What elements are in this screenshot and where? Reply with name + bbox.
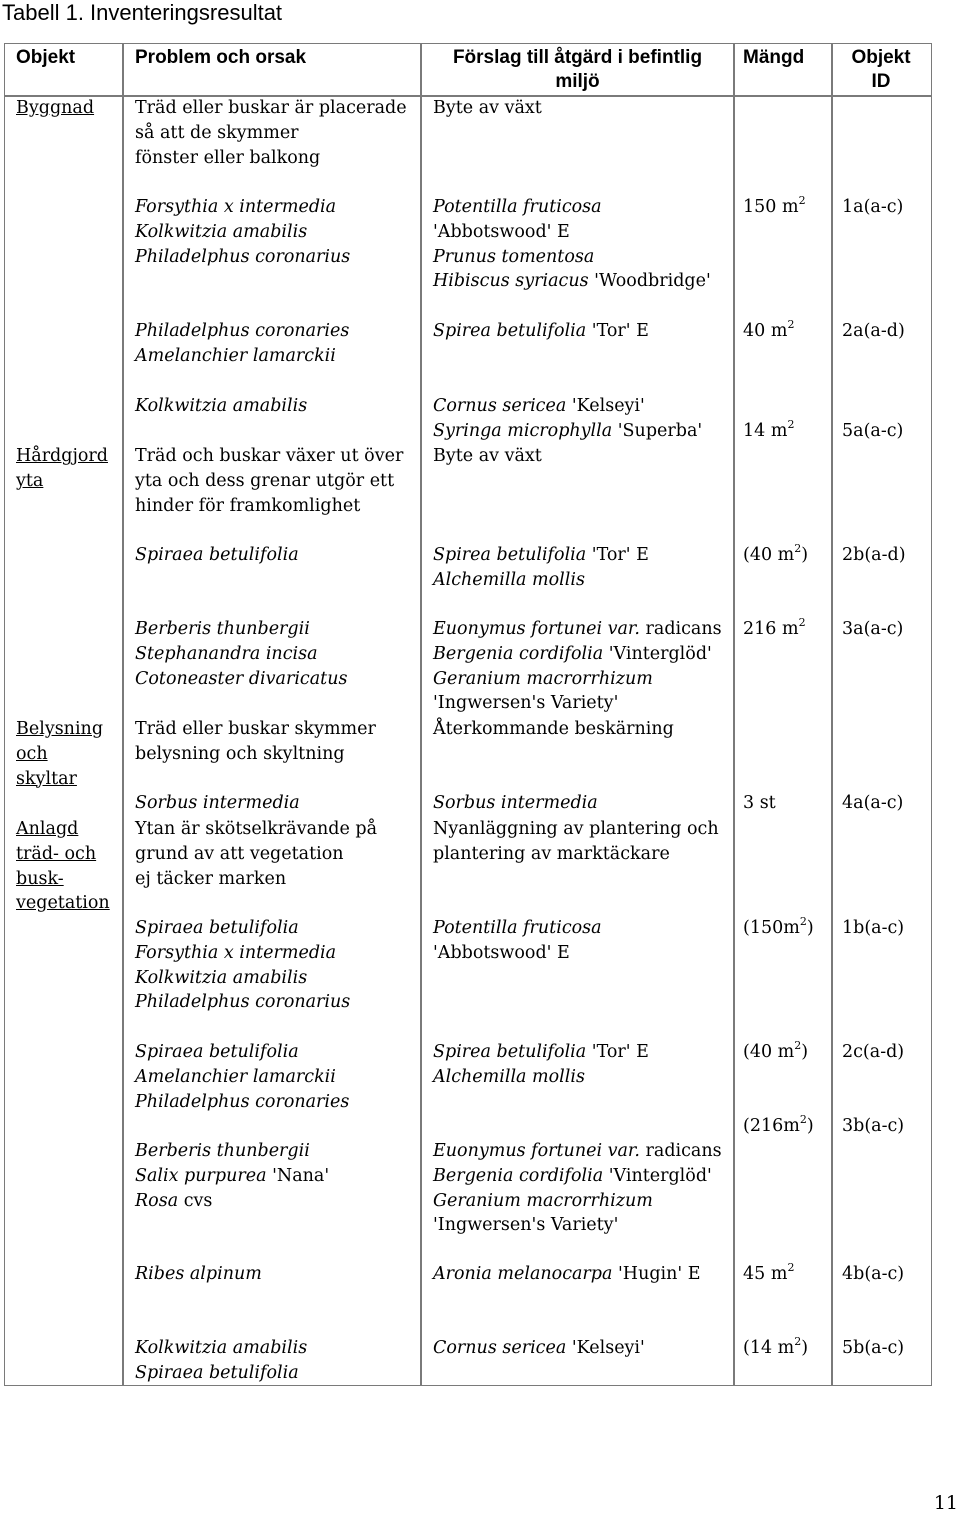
r9-action: Euonymus fortunei var. radicans Bergenia cordifolia 'Vinterglöd' Geranium macrorrhizum 'Ingwersen's Variety'	[433, 1141, 722, 1236]
header-objekt-id: Objekt ID	[851, 47, 911, 92]
r1-id: 1a(a-c)	[842, 197, 904, 217]
r4-action: Spirea betulifolia 'Tor' E Alchemilla mollis	[433, 545, 649, 590]
anlagd-problem: Ytan är skötselkrävande på grund av att vegetation ej täcker marken	[135, 819, 378, 889]
r4-species: Spiraea betulifolia	[135, 545, 299, 565]
r2-amount: 40 $m^2$	[743, 318, 795, 341]
r7-id: 1b(a-c)	[842, 918, 905, 938]
header-forslag: Förslag till åtgärd i befintlig miljö	[452, 47, 703, 92]
r5-action: Euonymus fortunei var. radicans Bergenia cordifolia 'Vinterglöd' Geranium macrorrhizum 'Ingwersen's Variety'	[433, 619, 722, 714]
r10-id: 4b(a-c)	[842, 1264, 905, 1284]
header-problem: Problem och orsak	[135, 47, 307, 68]
r5-id: 3a(a-c)	[842, 619, 904, 639]
r3-action: Cornus sericea 'Kelseyi' Syringa microphylla 'Superba'	[433, 396, 703, 441]
r5-species: Berberis thunbergii Stephanandra incisa Cotoneaster divaricatus	[135, 619, 348, 689]
r3-id: 5a(a-c)	[842, 421, 904, 441]
r3-amount: 14 $m^2$	[743, 418, 795, 441]
r3-species: Kolkwitzia amabilis	[135, 396, 308, 416]
column-divider	[420, 43, 422, 1386]
r11-species: Kolkwitzia amabilis Spiraea betulifolia	[135, 1338, 308, 1383]
r1-species: Forsythia x intermedia Kolkwitzia amabilis Philadelphus coronarius	[135, 197, 351, 267]
r6-amount: 3 st	[743, 793, 776, 813]
r11-action: Cornus sericea 'Kelseyi'	[433, 1338, 645, 1358]
r5-amount: 216 $m^2$	[743, 616, 806, 639]
byggnad-action: Byte av växt	[433, 98, 542, 118]
category-anlagd-vegetation: Anlagd träd- och busk- vegetation	[16, 819, 110, 914]
r2-species: Philadelphus coronaries Amelanchier lamarckii	[135, 321, 350, 366]
column-divider	[122, 43, 124, 1386]
hardgjord-problem: Träd och buskar växer ut över yta och dess grenar utgör ett hinder för framkomlighet	[135, 446, 404, 516]
byggnad-problem: Träd eller buskar är placerade så att de skymmer fönster eller balkong	[135, 98, 407, 168]
r9-amount: $(216m^2)$	[743, 1113, 814, 1136]
belysning-action: Återkommande beskärning	[433, 719, 674, 739]
r10-amount: 45 $m^2$	[743, 1261, 795, 1284]
page-number: 11	[933, 1492, 958, 1514]
r8-id: 2c(a-d)	[842, 1042, 905, 1062]
r2-action: Spirea betulifolia 'Tor' E	[433, 321, 649, 341]
header-mangd: Mängd	[743, 47, 805, 68]
category-hardgjord-yta: Hårdgjord yta	[16, 446, 108, 491]
r6-action: Sorbus intermedia	[433, 793, 598, 813]
column-divider	[831, 43, 833, 1386]
r11-id: 5b(a-c)	[842, 1338, 905, 1358]
r7-amount: $(150m^2)$	[743, 915, 814, 938]
r2-id: 2a(a-d)	[842, 321, 905, 341]
r6-species: Sorbus intermedia	[135, 793, 300, 813]
category-belysning: Belysning och skyltar	[16, 719, 104, 789]
r8-action: Spirea betulifolia 'Tor' E Alchemilla mollis	[433, 1042, 649, 1087]
r8-species: Spiraea betulifolia Amelanchier lamarckii Philadelphus coronaries	[135, 1042, 350, 1112]
anlagd-action: Nyanläggning av plantering och plantering av marktäckare	[433, 819, 719, 864]
r9-id: 3b(a-c)	[842, 1116, 905, 1136]
r7-species: Spiraea betulifolia Forsythia x intermedia Kolkwitzia amabilis Philadelphus coronarius	[135, 918, 351, 1013]
r7-action: Potentilla fruticosa 'Abbotswood' E	[433, 918, 602, 963]
hardgjord-action: Byte av växt	[433, 446, 542, 466]
r4-id: 2b(a-d)	[842, 545, 906, 565]
r1-amount: 150 $m^2$	[743, 194, 806, 217]
table-caption: Tabell 1. Inventeringsresultat	[2, 0, 283, 25]
r4-amount: (40 $m^2$)	[743, 542, 809, 565]
r8-amount: (40 $m^2$)	[743, 1039, 809, 1062]
r6-id: 4a(a-c)	[842, 793, 904, 813]
r11-amount: (14 $m^2$)	[743, 1335, 809, 1358]
r10-species: Ribes alpinum	[135, 1264, 262, 1284]
header-objekt: Objekt	[16, 47, 76, 68]
r9-species: Berberis thunbergii Salix purpurea 'Nana' Rosa cvs	[135, 1141, 330, 1211]
r1-action: Potentilla fruticosa 'Abbotswood' E Prunus tomentosa Hibiscus syriacus 'Woodbridge'	[433, 197, 711, 292]
belysning-problem: Träd eller buskar skymmer belysning och skyltning	[135, 719, 376, 764]
r10-action: Aronia melanocarpa 'Hugin' E	[433, 1264, 701, 1284]
column-divider	[733, 43, 735, 1386]
category-byggnad: Byggnad	[16, 98, 95, 118]
